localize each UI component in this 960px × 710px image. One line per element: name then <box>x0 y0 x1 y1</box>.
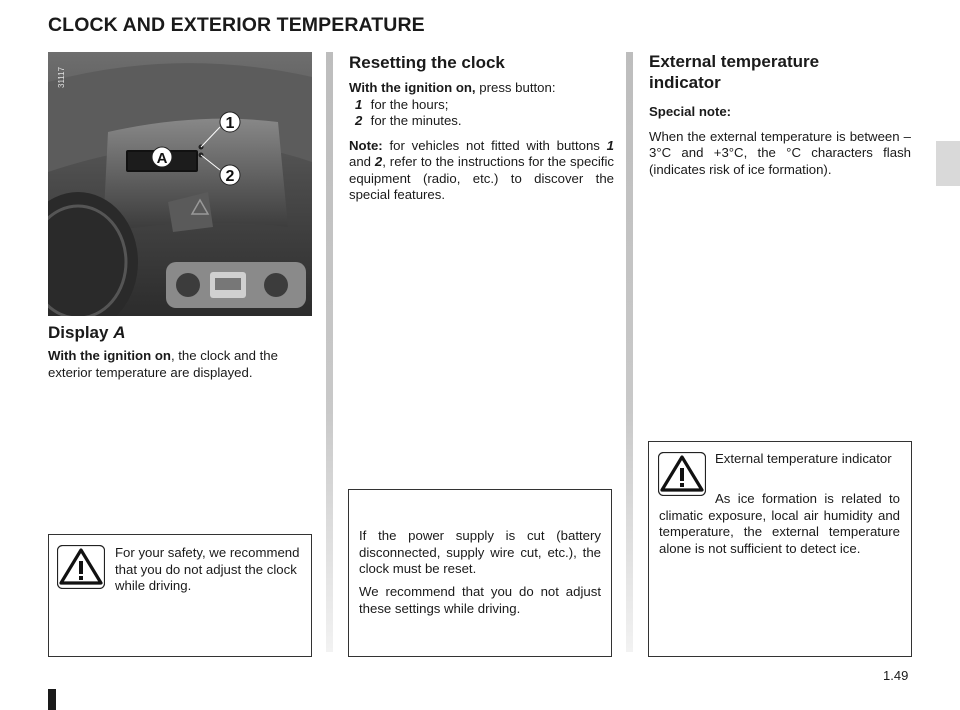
safety-warning-text: For your safety, we recommend that you do not adjust the clock while driving. <box>115 545 300 593</box>
warning-icon <box>658 452 706 496</box>
resetting-intro: With the ignition on, press button: <box>349 80 556 95</box>
page-number: 1.49 <box>883 668 909 683</box>
ice-warning-box <box>648 441 912 657</box>
external-heading: External temperature indicator <box>649 52 820 92</box>
page-title: CLOCK AND EXTERIOR TEMPERATURE <box>48 14 425 36</box>
external-body <box>649 104 911 178</box>
list-item: 1 for the hours; <box>355 96 449 112</box>
image-ref-number: 31117 <box>57 66 66 88</box>
list-item: 2 for the minutes. <box>355 113 462 128</box>
resetting-body <box>349 80 614 204</box>
power-supply-box <box>348 489 612 657</box>
display-heading: Display A <box>48 323 126 342</box>
power-advice-text: We recommend that you do not adjust these settings while driving. <box>359 584 601 616</box>
column-divider <box>326 52 333 652</box>
display-text: With the ignition on, the clock and the exterior temperature are displayed. <box>48 348 278 380</box>
display-letter: A <box>113 323 126 342</box>
callout-A: A <box>156 150 168 167</box>
ice-warning-title: External temperature indicator <box>715 451 892 466</box>
safety-warning-box <box>48 534 312 657</box>
special-note-label: Special note: <box>649 104 732 119</box>
callout-2: 2 <box>225 168 235 185</box>
page-marker <box>48 689 56 710</box>
warning-icon <box>57 545 105 589</box>
callout-1: 1 <box>225 115 235 132</box>
column-divider <box>626 52 633 652</box>
resetting-note: Note: for vehicles not fitted with buttons 1 and 2, refer to the instructions for the specific equipment (radio, etc.) to discover the special features. <box>349 137 614 202</box>
external-text: When the external temperature is between –3°C and +3°C, the °C characters flash (indicates risk of ice formation). <box>649 128 911 177</box>
ice-warning-text: As ice formation is related to climatic exposure, local air humidity and temperature, the external temperature alone is not sufficient to detect ice. <box>659 491 900 556</box>
dashboard-photo <box>48 52 312 316</box>
chapter-tab <box>936 141 960 186</box>
power-supply-text: If the power supply is cut (battery disconnected, supply wire cut, etc.), the clock must be reset. <box>359 528 601 576</box>
resetting-heading: Resetting the clock <box>349 53 505 72</box>
